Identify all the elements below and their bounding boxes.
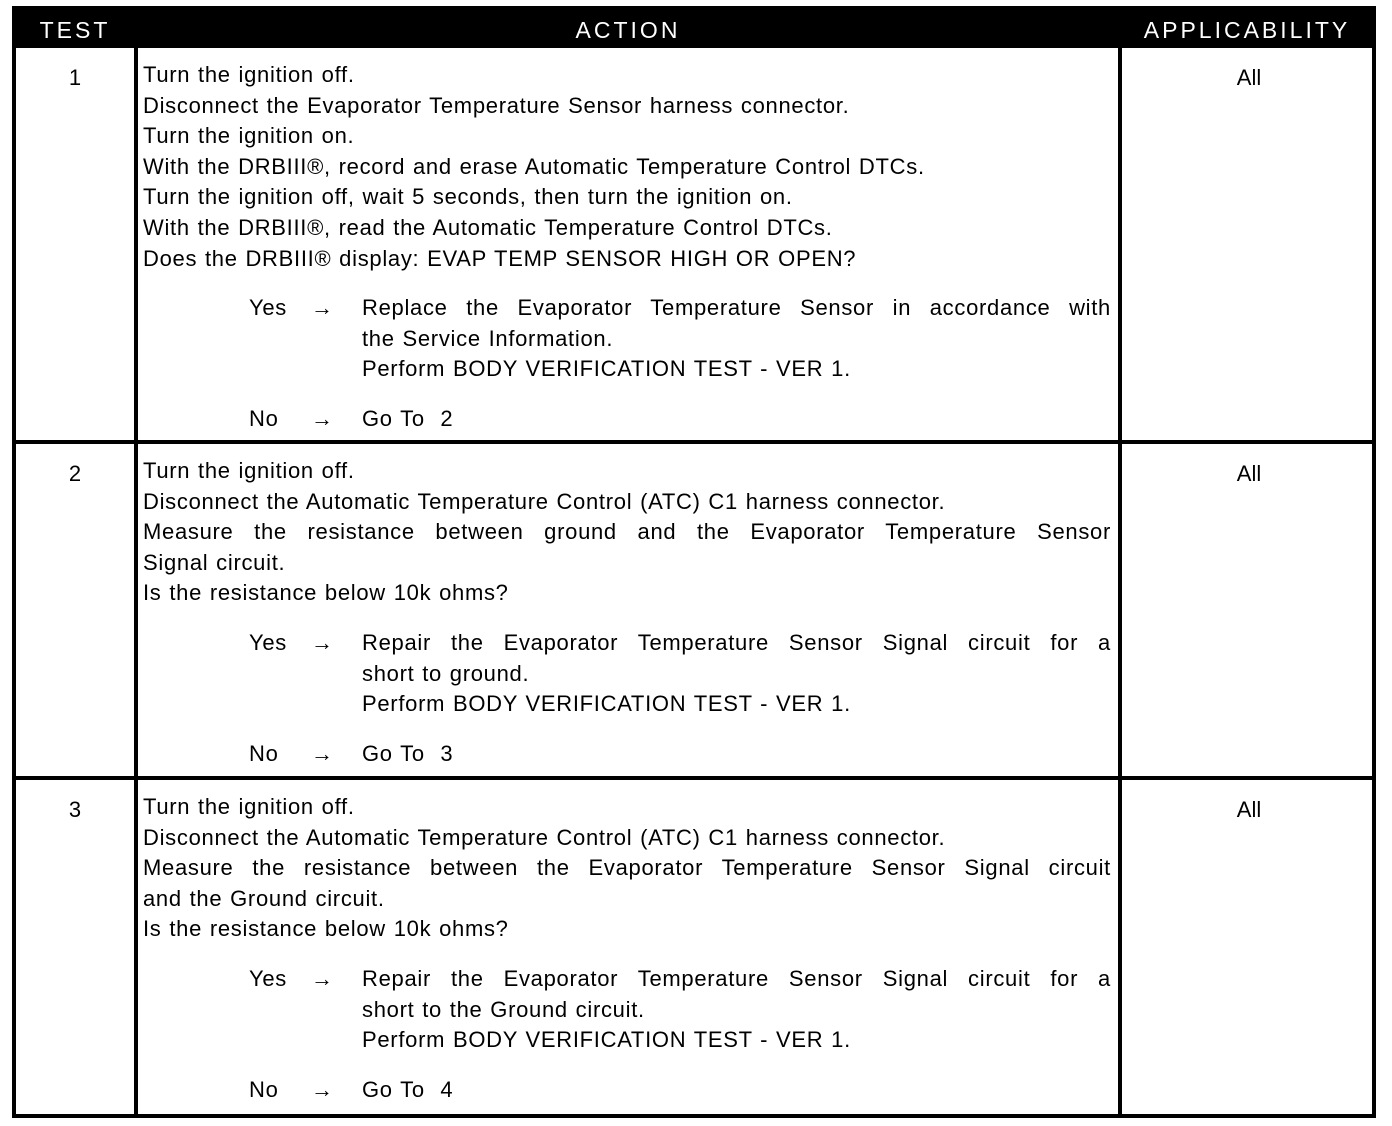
applicability-value: All — [1236, 65, 1262, 90]
test-number: 2 — [68, 461, 82, 486]
action-cell — [143, 792, 1111, 1105]
table-header — [16, 10, 1372, 48]
no-outcome — [143, 739, 1111, 770]
action-step: Measure the resistance between ground and the Evaporator Temperature Sensor — [143, 519, 1111, 545]
yes-result-line: short to ground. — [362, 660, 530, 686]
yes-result-line: short to the Ground circuit. — [362, 996, 645, 1022]
action-step: Does the DRBIII® display: EVAP TEMP SENSOR HIGH OR OPEN? — [143, 245, 857, 271]
arrow-right-icon: → — [311, 965, 334, 991]
no-result-line: Go To 2 — [362, 405, 454, 431]
yes-outcome — [143, 293, 1111, 385]
test-number: 3 — [68, 797, 82, 822]
no-result-line: Go To 3 — [362, 740, 454, 766]
action-step: Turn the ignition off, wait 5 seconds, then turn the ignition on. — [143, 184, 793, 210]
yes-result-line: the Service Information. — [362, 325, 614, 351]
action-step: Disconnect the Automatic Temperature Control (ATC) C1 harness connector. — [143, 488, 946, 514]
action-step: With the DRBIII®, record and erase Automatic Temperature Control DTCs. — [143, 153, 925, 179]
action-step: Turn the ignition on. — [143, 123, 355, 149]
yes-outcome — [143, 964, 1111, 1056]
action-step: and the Ground circuit. — [143, 885, 385, 911]
arrow-right-icon: → — [311, 740, 334, 766]
yes-result-line: Perform BODY VERIFICATION TEST - VER 1. — [362, 691, 851, 717]
arrow-right-icon: → — [311, 629, 334, 655]
header-test: TEST — [39, 17, 111, 43]
no-outcome — [143, 404, 1111, 435]
action-step: Disconnect the Evaporator Temperature Sensor harness connector. — [143, 92, 850, 118]
action-step: Signal circuit. — [143, 549, 286, 575]
row-divider — [16, 440, 1372, 444]
action-step: Turn the ignition off. — [143, 458, 355, 483]
yes-result-line: Perform BODY VERIFICATION TEST - VER 1. — [362, 356, 851, 382]
header-action: ACTION — [575, 17, 681, 43]
action-step: Is the resistance below 10k ohms? — [143, 580, 509, 606]
header-applicability: APPLICABILITY — [1143, 17, 1351, 43]
action-step: Disconnect the Automatic Temperature Control (ATC) C1 harness connector. — [143, 824, 946, 850]
action-step: With the DRBIII®, read the Automatic Temperature Control DTCs. — [143, 214, 833, 240]
arrow-right-icon: → — [311, 1076, 334, 1102]
arrow-right-icon: → — [311, 295, 334, 321]
action-cell — [143, 456, 1111, 769]
action-step: Turn the ignition off. — [143, 62, 355, 87]
column-divider — [134, 48, 138, 1114]
procedure-table — [12, 6, 1376, 1118]
action-step: Measure the resistance between the Evaporator Temperature Sensor Signal circuit — [143, 855, 1111, 881]
no-outcome — [143, 1075, 1111, 1106]
yes-result-line: Repair the Evaporator Temperature Sensor Signal circuit for a — [362, 629, 1111, 655]
applicability-value: All — [1236, 797, 1262, 822]
applicability-value: All — [1236, 461, 1262, 486]
yes-label: Yes — [249, 629, 287, 655]
yes-label: Yes — [249, 965, 287, 991]
action-step: Turn the ignition off. — [143, 794, 355, 819]
no-label: No — [249, 405, 279, 431]
arrow-right-icon: → — [311, 405, 334, 431]
no-label: No — [249, 1076, 279, 1102]
action-cell — [143, 60, 1111, 435]
test-number: 1 — [68, 65, 82, 90]
yes-outcome — [143, 628, 1111, 720]
action-step: Is the resistance below 10k ohms? — [143, 916, 509, 942]
no-label: No — [249, 740, 279, 766]
yes-result-line: Replace the Evaporator Temperature Sensor in accordance with — [362, 295, 1111, 321]
yes-label: Yes — [249, 295, 287, 321]
no-result-line: Go To 4 — [362, 1076, 454, 1102]
yes-result-line: Repair the Evaporator Temperature Sensor Signal circuit for a — [362, 965, 1111, 991]
column-divider — [1118, 48, 1122, 1114]
yes-result-line: Perform BODY VERIFICATION TEST - VER 1. — [362, 1027, 851, 1053]
row-divider — [16, 776, 1372, 780]
